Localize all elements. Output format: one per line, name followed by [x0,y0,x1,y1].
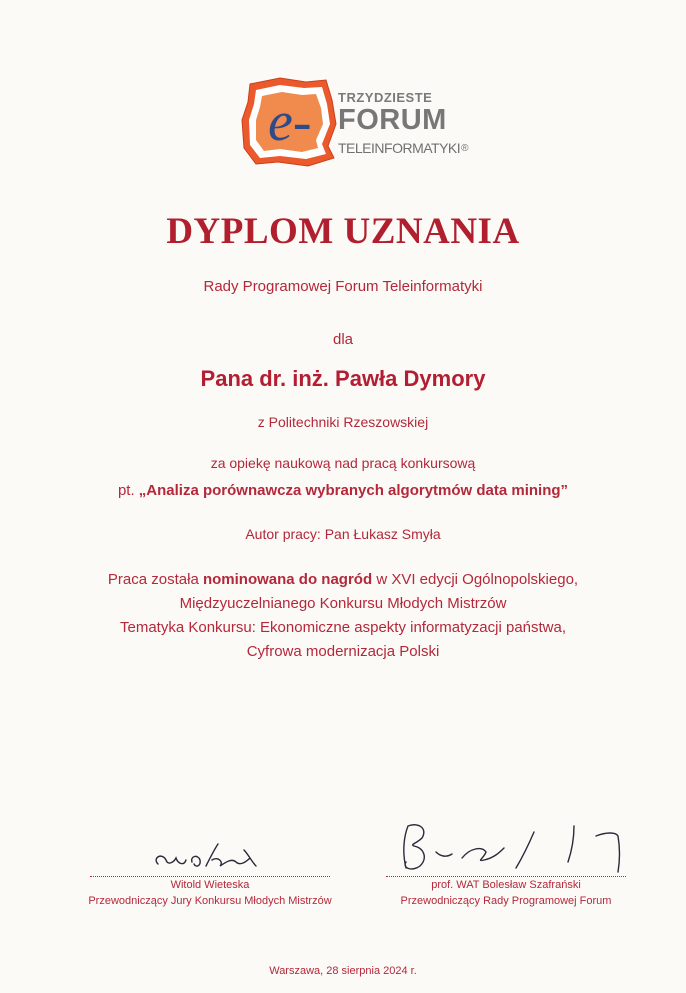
poland-map-icon [236,74,346,170]
signature-right [356,818,656,907]
signature-icon [140,840,280,876]
logo-line3-text: TELEINFORMATYKI [338,140,461,156]
recipient-name: Pana dr. inż. Pawła Dymory [200,366,486,391]
registered-mark: ® [461,143,469,154]
logo-line3 [338,140,468,156]
logo-line1: TRZYDZIESTE [338,90,433,105]
logo-line2: FORUM [338,104,447,136]
signature-line [90,876,330,877]
recipient-affiliation: z Politechniki Rzeszowskiej [257,414,429,430]
issuer: Rady Programowej Forum Teleinformatyki [203,278,483,295]
nomination-line3: Tematyka Konkursu: Ekonomiczne aspekty informatyzacji państwa, [119,619,567,636]
nomination-line4: Cyfrowa modernizacja Polski [246,643,440,660]
signatory-name: Witold Wieteska [170,879,250,891]
nomination-part2: w XVI edycji Ogólnopolskiego, [376,571,579,588]
signatory-name: prof. WAT Bolesław Szafrański [431,879,581,891]
logo-letter: e- [268,91,312,153]
nomination-line1 [0,568,686,592]
nomination-text [0,568,686,664]
thesis-title [0,482,686,499]
nomination-line2: Międzyuczelnianego Konkursu Młodych Mistrzów [179,595,507,612]
signature-icon [366,818,646,876]
thesis-author: Autor pracy: Pan Łukasz Smyła [245,526,441,542]
award-reason: za opiekę naukową nad pracą konkursową [210,455,476,471]
thesis-name: „Analiza porównawcza wybranych algorytmów data mining” [138,482,569,499]
place-date: Warszawa, 28 sierpnia 2024 r. [269,965,417,977]
diploma-title: DYPLOM UZNANIA [166,211,520,252]
for-word: dla [332,331,354,348]
signature-line [386,876,626,877]
signatory-role: Przewodniczący Rady Programowej Forum [400,895,612,907]
thesis-prefix: pt. [117,482,135,499]
nomination-bold: nominowana do nagród [202,571,373,588]
nomination-part1: Praca została [107,571,199,588]
signature-left [60,840,360,907]
forum-logo [236,74,469,170]
signatory-role: Przewodniczący Jury Konkursu Młodych Mistrzów [88,895,332,907]
